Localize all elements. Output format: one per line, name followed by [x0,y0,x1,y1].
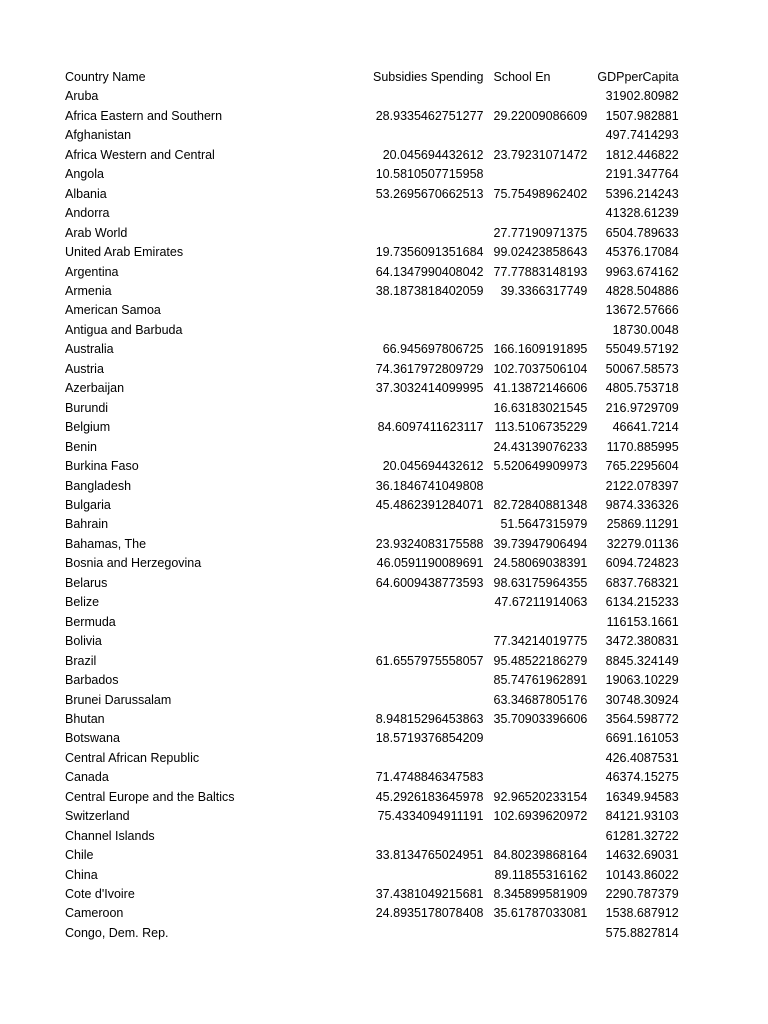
cell-subsidies-spending [368,515,489,534]
cell-school-enrollment: 63.34687805176 [493,692,588,707]
cell-country-name: United Arab Emirates [65,245,184,260]
cell-gdp-per-capita: 46374.15275 [605,770,679,785]
cell-subsidies-spending [368,321,489,340]
cell-subsidies-spending: 8.94815296453863 [375,711,484,726]
table-row [60,593,684,612]
cell-country-name: Burundi [65,400,109,415]
cell-school-enrollment: 77.34214019775 [493,634,588,649]
cell-subsidies-spending [368,126,489,145]
cell-school-enrollment: 35.61787033081 [493,906,588,921]
cell-gdp-per-capita: 61281.32722 [605,828,679,843]
cell-school-enrollment: 39.73947906494 [493,536,588,551]
cell-subsidies-spending: 64.1347990408042 [375,264,484,279]
cell-school-enrollment [489,477,593,496]
cell-school-enrollment: 5.520649909973 [493,459,588,474]
cell-country-name: Benin [65,439,97,454]
table-row [60,340,684,359]
table-row [60,632,684,651]
cell-subsidies-spending [368,87,489,106]
cell-gdp-per-capita: 10143.86022 [605,867,679,882]
table-row [60,418,684,437]
table-row [60,243,684,262]
cell-country-name: Botswana [65,731,120,746]
table-row [60,613,684,632]
cell-subsidies-spending: 64.6009438773593 [375,575,484,590]
cell-school-enrollment: 23.79231071472 [493,147,588,162]
cell-gdp-per-capita: 426.4087531 [605,750,679,765]
cell-subsidies-spending: 19.7356091351684 [375,245,484,260]
cell-school-enrollment [489,768,593,787]
cell-gdp-per-capita: 497.7414293 [605,128,679,143]
cell-country-name: Central African Republic [65,750,200,765]
cell-subsidies-spending [368,827,489,846]
cell-gdp-per-capita: 19063.10229 [605,673,679,688]
cell-gdp-per-capita: 84121.93103 [605,809,679,824]
cell-gdp-per-capita: 1538.687912 [605,906,679,921]
table-row [60,379,684,398]
table-row [60,515,684,534]
cell-subsidies-spending: 53.2695670662513 [375,186,484,201]
cell-school-enrollment: 98.63175964355 [493,575,588,590]
table-row [60,87,684,106]
cell-gdp-per-capita: 5396.214243 [605,186,679,201]
cell-school-enrollment: 27.77190971375 [493,225,588,240]
cell-country-name: Bermuda [65,614,116,629]
cell-school-enrollment: 24.58069038391 [493,556,588,571]
cell-country-name: Afghanistan [65,128,132,143]
cell-country-name: Armenia [65,283,112,298]
cell-school-enrollment: 24.43139076233 [493,439,588,454]
cell-subsidies-spending: 61.6557975558057 [375,653,484,668]
cell-gdp-per-capita: 1170.885995 [606,439,679,454]
cell-school-enrollment: 35.70903396606 [493,711,588,726]
cell-school-enrollment [489,749,593,768]
cell-subsidies-spending: 10.5810507715958 [375,167,484,182]
table-row [60,477,684,496]
header-gdp-per-capita: GDPperCapita [597,70,679,84]
cell-subsidies-spending [368,593,489,612]
table-row [60,749,684,768]
cell-subsidies-spending [368,671,489,690]
table-row [60,457,684,476]
cell-subsidies-spending: 18.5719376854209 [375,731,484,746]
cell-subsidies-spending: 84.6097411623117 [377,420,484,435]
data-table [60,68,684,943]
cell-subsidies-spending: 23.9324083175588 [375,536,484,551]
cell-gdp-per-capita: 50067.58573 [605,361,679,376]
table-row [60,671,684,690]
cell-school-enrollment: 99.02423858643 [493,245,588,260]
cell-subsidies-spending: 28.9335462751277 [375,108,484,123]
cell-subsidies-spending [368,866,489,885]
cell-country-name: Bahrain [65,517,109,532]
table-row [60,827,684,846]
cell-gdp-per-capita: 4805.753718 [605,381,679,396]
cell-country-name: Cote d'Ivoire [65,887,135,902]
cell-country-name: Angola [65,167,104,182]
cell-subsidies-spending: 71.4748846347583 [375,770,484,785]
cell-school-enrollment: 85.74761962891 [493,673,588,688]
cell-country-name: Aruba [65,89,99,104]
cell-school-enrollment: 29.22009086609 [493,108,588,123]
table-row [60,399,684,418]
cell-subsidies-spending [368,613,489,632]
cell-country-name: Bolivia [65,634,102,649]
cell-school-enrollment: 51.5647315979 [500,517,588,532]
cell-subsidies-spending [368,399,489,418]
table-row [60,710,684,729]
cell-subsidies-spending: 33.8134765024951 [375,848,484,863]
table-row [60,321,684,340]
table-row [60,165,684,184]
table-row [60,185,684,204]
cell-country-name: Arab World [65,225,128,240]
cell-school-enrollment: 16.63183021545 [493,400,588,415]
cell-subsidies-spending: 46.0591190089691 [376,556,484,571]
cell-subsidies-spending: 37.3032414099995 [375,381,484,396]
cell-country-name: Antigua and Barbuda [65,322,183,337]
cell-school-enrollment: 95.48522186279 [493,653,588,668]
cell-school-enrollment: 92.96520233154 [493,789,588,804]
cell-gdp-per-capita: 6504.789633 [605,225,679,240]
cell-school-enrollment [489,204,593,223]
table-row [60,866,684,885]
table-row [60,924,684,943]
cell-school-enrollment [489,126,593,145]
table-row [60,535,684,554]
cell-gdp-per-capita: 18730.0048 [612,322,679,337]
cell-country-name: Chile [65,848,94,863]
cell-school-enrollment: 89.11855316162 [494,867,588,882]
table-row [60,807,684,826]
cell-gdp-per-capita: 14632.69031 [605,848,679,863]
cell-gdp-per-capita: 30748.30924 [605,692,679,707]
cell-subsidies-spending: 37.4381049215681 [375,887,484,902]
table-row [60,360,684,379]
table-row [60,554,684,573]
table-row [60,846,684,865]
cell-gdp-per-capita: 6837.768321 [605,575,679,590]
cell-school-enrollment: 75.75498962402 [493,186,588,201]
cell-country-name: Azerbaijan [65,381,125,396]
cell-gdp-per-capita: 1507.982881 [605,108,679,123]
cell-gdp-per-capita: 13672.57666 [605,303,679,318]
cell-country-name: Australia [65,342,114,357]
table-body [60,87,684,943]
cell-gdp-per-capita: 8845.324149 [605,653,679,668]
table-row [60,691,684,710]
cell-school-enrollment [489,729,593,748]
cell-subsidies-spending: 75.4334094911191 [377,809,484,824]
cell-country-name: Bangladesh [65,478,132,493]
cell-gdp-per-capita: 6134.215233 [605,595,679,610]
table-row [60,438,684,457]
header-row [60,68,684,87]
cell-subsidies-spending [368,632,489,651]
table-row [60,126,684,145]
cell-gdp-per-capita: 32279.01136 [606,536,679,551]
header-subsidies-spending: Subsidies Spending [373,70,484,84]
cell-gdp-per-capita: 765.2295604 [605,459,679,474]
table-row [60,652,684,671]
cell-gdp-per-capita: 575.8827814 [605,925,679,940]
cell-subsidies-spending: 74.3617972809729 [375,361,484,376]
cell-country-name: Switzerland [65,809,130,824]
cell-subsidies-spending [368,438,489,457]
cell-school-enrollment [489,87,593,106]
cell-country-name: American Samoa [65,303,161,318]
header-country-name: Country Name [65,70,146,84]
cell-country-name: Bahamas, The [65,536,147,551]
cell-country-name: Africa Western and Central [65,147,215,162]
cell-gdp-per-capita: 2122.078397 [605,478,679,493]
cell-gdp-per-capita: 9963.674162 [605,264,679,279]
table-row [60,301,684,320]
cell-country-name: Congo, Dem. Rep. [65,925,169,940]
cell-school-enrollment: 77.77883148193 [493,264,588,279]
cell-subsidies-spending [368,204,489,223]
table-row [60,496,684,515]
table-row [60,224,684,243]
cell-country-name: Brunei Darussalam [65,692,172,707]
cell-school-enrollment: 102.7037506104 [493,361,588,376]
cell-school-enrollment: 166.1609191895 [493,342,588,357]
cell-gdp-per-capita: 2191.347764 [605,167,679,182]
cell-subsidies-spending: 45.2926183645978 [375,789,484,804]
cell-gdp-per-capita: 45376.17084 [605,245,679,260]
cell-country-name: Canada [65,770,109,785]
table-row [60,729,684,748]
cell-school-enrollment: 102.6939620972 [493,809,588,824]
cell-subsidies-spending: 20.045694432612 [382,147,484,162]
cell-gdp-per-capita: 55049.57192 [605,342,679,357]
table-row [60,263,684,282]
table-row [60,282,684,301]
cell-country-name: Bosnia and Herzegovina [65,556,202,571]
cell-gdp-per-capita: 25869.11291 [606,517,679,532]
cell-country-name: Belgium [65,420,111,435]
cell-gdp-per-capita: 46641.7214 [612,420,679,435]
cell-subsidies-spending [368,924,489,943]
cell-gdp-per-capita: 116153.1661 [606,614,679,629]
cell-country-name: Albania [65,186,107,201]
cell-school-enrollment: 47.67211914063 [494,595,588,610]
cell-gdp-per-capita: 6094.724823 [605,556,679,571]
cell-gdp-per-capita: 3472.380831 [605,634,679,649]
cell-school-enrollment: 84.80239868164 [493,848,588,863]
cell-country-name: Belarus [65,575,108,590]
cell-country-name: China [65,867,98,882]
cell-gdp-per-capita: 3564.598772 [605,711,679,726]
cell-school-enrollment: 41.13872146606 [493,381,588,396]
table-row [60,885,684,904]
cell-school-enrollment [489,321,593,340]
cell-subsidies-spending: 38.1873818402059 [375,283,484,298]
cell-country-name: Bulgaria [65,497,111,512]
cell-school-enrollment [489,301,593,320]
cell-country-name: Belize [65,595,100,610]
cell-subsidies-spending: 20.045694432612 [382,459,484,474]
cell-country-name: Brazil [65,653,97,668]
cell-school-enrollment [489,613,593,632]
cell-gdp-per-capita: 2290.787379 [605,887,679,902]
cell-gdp-per-capita: 9874.336326 [605,497,679,512]
cell-subsidies-spending: 36.1846741049808 [375,478,484,493]
cell-country-name: Africa Eastern and Southern [65,108,223,123]
cell-gdp-per-capita: 31902.80982 [605,89,679,104]
table-row [60,904,684,923]
cell-school-enrollment: 113.5106735229 [494,420,588,435]
cell-country-name: Argentina [65,264,119,279]
cell-gdp-per-capita: 1812.446822 [605,147,679,162]
cell-school-enrollment [489,827,593,846]
cell-gdp-per-capita: 6691.161053 [605,731,679,746]
cell-school-enrollment: 8.345899581909 [493,887,588,902]
cell-gdp-per-capita: 216.9729709 [605,400,679,415]
cell-subsidies-spending: 66.945697806725 [382,342,484,357]
cell-subsidies-spending [368,749,489,768]
cell-gdp-per-capita: 4828.504886 [605,283,679,298]
cell-country-name: Cameroon [65,906,124,921]
cell-gdp-per-capita: 16349.94583 [605,789,679,804]
cell-gdp-per-capita: 41328.61239 [605,206,679,221]
cell-subsidies-spending: 45.4862391284071 [375,497,484,512]
cell-country-name: Barbados [65,673,119,688]
cell-country-name: Channel Islands [65,828,155,843]
cell-country-name: Austria [65,361,104,376]
cell-country-name: Central Europe and the Baltics [65,789,235,804]
table-row [60,788,684,807]
cell-school-enrollment [489,165,593,184]
cell-school-enrollment [489,924,593,943]
table-row [60,574,684,593]
cell-subsidies-spending [368,301,489,320]
cell-subsidies-spending [368,691,489,710]
table-row [60,107,684,126]
cell-school-enrollment: 39.3366317749 [500,283,588,298]
table-row [60,768,684,787]
cell-subsidies-spending [368,224,489,243]
header-school-enrollment: School En [493,70,551,84]
table-row [60,146,684,165]
cell-school-enrollment: 82.72840881348 [493,497,588,512]
cell-subsidies-spending: 24.8935178078408 [375,906,484,921]
cell-country-name: Burkina Faso [65,459,139,474]
table-row [60,204,684,223]
cell-country-name: Andorra [65,206,110,221]
cell-country-name: Bhutan [65,711,105,726]
